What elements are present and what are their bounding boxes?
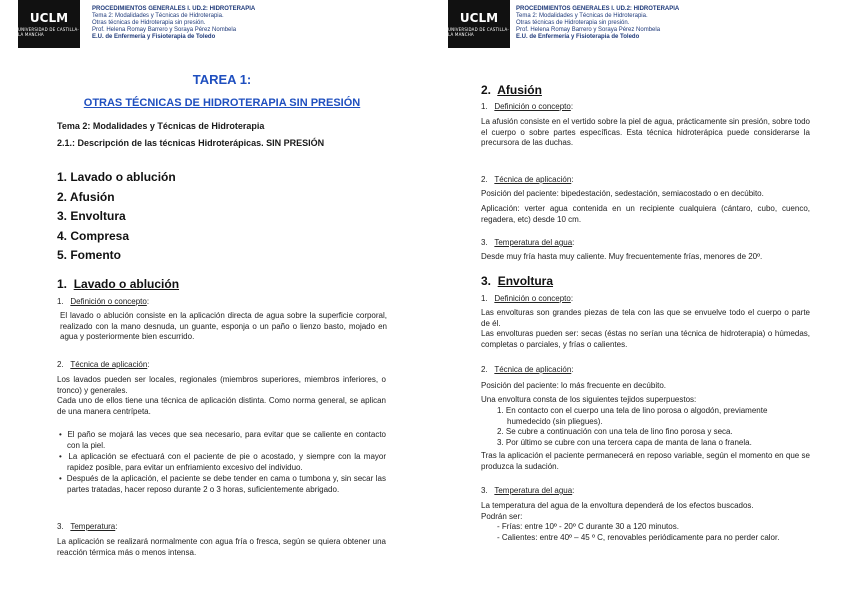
paragraph: Los lavados pueden ser locales, regionales (miembros superiores, miembros inferiores, o tronco) y generales. [57,375,386,395]
sub-colon: : [572,486,575,495]
header-line-2: Tema 2: Modalidades y Técnicas de Hidroterapia. [92,13,224,19]
description-heading: 2.1.: Descripción de las técnicas Hidroterápicas. SIN PRESIÓN [57,138,325,148]
sub-number: 2. [481,175,488,184]
subheading-tecnica [481,365,574,374]
paragraph: Las envolturas pueden ser: secas (éstas no serían una técnica de hidroterapia) o húmedas, completas o parciales, y frías o calientes. [481,329,810,349]
sub-label: Temperatura [70,522,116,531]
posicion-text: Posición del paciente: lo más frecuente en decúbito. [481,381,667,390]
sub-number: 3. [481,486,488,495]
tecnica-block [57,375,386,417]
definicion-text: La afusión consiste en el vertido sobre la piel de agua, prácticamente sin presión, sobre todo el cuerpo o sobre partes específicas. Esta técnica hidroterápica puede considerarse la precursora de las duchas. [481,117,810,147]
sub-number: 1. [481,294,488,303]
sub-label: Temperatura del agua [494,238,573,247]
bullet-list [57,430,386,496]
list-item: • Después de la aplicación, el paciente se debe tender en cama o tumbona y, sin secar las partes tratadas, hacer reposo durante 2 o 3 horas, suficientemente abrigado. [59,474,387,494]
capas-intro: Una envoltura consta de los siguientes tejidos superpuestos: [481,395,697,404]
aplicacion-text: Aplicación: verter agua contenida en un recipiente cualquiera (cántaro, cubo, cuenco, regadera, etc) desde 10 cm. [481,204,810,224]
list-item: 3. Por último se cubre con una tercera capa de manta de lana o franela. [497,437,752,447]
sub-label: Definición o concepto [494,294,571,303]
subheading-definicion [481,294,573,303]
sub-label: Técnica de aplicación [70,360,148,369]
toc-item: 4. Compresa [57,229,130,243]
uclm-logo: UCLM UNIVERSIDAD DE CASTILLA-LA MANCHA [448,0,510,48]
subheading-temperatura [481,238,574,247]
sub-colon: : [147,360,150,369]
sub-number: 2. [481,365,488,374]
temperatura-block [481,501,810,543]
tarea-title: TAREA 1: [192,72,252,87]
section-title: Envoltura [497,274,554,288]
sub-number: 1. [481,102,488,111]
uclm-logo: UCLM UNIVERSIDAD DE CASTILLA-LA MANCHA [18,0,80,48]
section-number: 2. [481,83,492,97]
section-heading-lavado [57,277,179,291]
capas-list [481,406,810,448]
sub-colon: : [570,102,574,111]
sub-colon: : [572,238,575,247]
sub-number: 3. [57,522,64,531]
list-item: • El paño se mojará las veces que sea necesario, para evitar que se caliente en contacto con la piel. [59,430,386,450]
paragraph: La temperatura del agua de la envoltura dependerá de los efectos buscados. [481,501,754,510]
temperatura-text: Desde muy fría hasta muy caliente. Muy frecuentemente frías, menores de 20º. [481,252,763,261]
sub-label: Técnica de aplicación [494,175,572,184]
section-heading-afusion [481,83,542,97]
tras-text: Tras la aplicación el paciente permanecerá en reposo variable, según el momento en que se produzca la sudación. [481,451,810,471]
sub-label: Temperatura del agua [494,486,573,495]
sub-label: Definición o concepto [494,102,571,111]
sub-number: 1. [57,297,64,306]
header-line-2: Tema 2: Modalidades y Técnicas de Hidroterapia. [516,13,648,19]
header-line-4: Prof. Helena Romay Barrero y Soraya Pérez Nombela [516,27,661,33]
paragraph: Cada uno de ellos tiene una técnica de aplicación distinta. Como norma general, se aplican de una manera centrípeta. [57,396,386,416]
right-page [424,0,848,599]
subheading-definicion [57,297,149,306]
list-item-text: La aplicación se efectuará con el paciente de pie o acostado, y siempre con la mayor rapidez posible, para evitar un enfriamiento excesivo del individuo. [67,452,387,472]
tema-heading: Tema 2: Modalidades y Técnicas de Hidroterapia [57,121,265,131]
header-line-1: PROCEDIMIENTOS GENERALES I. UD.2: HIDROTERAPIA [92,6,256,12]
logo-text: UCLM [459,11,499,25]
page-header [92,6,412,41]
subheading-tecnica [57,360,150,369]
sub-colon: : [570,294,574,303]
sub-colon: : [115,522,118,531]
section-number: 3. [481,274,492,288]
paragraph: Podrán ser: [481,511,523,521]
sub-number: 3. [481,238,488,247]
subheading-tecnica [481,175,574,184]
header-line-3: Otras técnicas de Hidroterapia sin presión. [92,20,206,26]
temperatura-text: La aplicación se realizará normalmente con agua fría o fresca, según se quiera obtener una reacción térmica más o menos intensa. [57,537,386,557]
definicion-text: El lavado o ablución consiste en la aplicación directa de agua sobre la superficie corporal, realizado con la mano desnuda, un guante, esponja o un paño o lienzo basto, mojado en agua y posteriormente bien escurrido. [60,311,387,341]
definicion-block [481,308,810,350]
subheading-temperatura [481,486,574,495]
toc-item: 5. Fomento [57,248,122,262]
toc-item: 1. Lavado o ablución [57,170,176,184]
sub-number: 2. [57,360,64,369]
list-item: - Frías: entre 10º - 20º C durante 30 a 120 minutos. [497,522,679,531]
tarea-subtitle: OTRAS TÉCNICAS DE HIDROTERAPIA SIN PRESIÓN [83,97,361,109]
section-heading-envoltura [481,274,553,288]
sub-colon: : [146,297,150,306]
subheading-definicion [481,102,573,111]
header-line-5: E.U. de Enfermería y Fisioterapia de Toledo [516,34,640,40]
section-title: Lavado o ablución [73,277,180,291]
toc-item: 2. Afusión [57,190,115,204]
section-number: 1. [57,277,68,291]
list-item: • La aplicación se efectuará con el paciente de pie o acostado, y siempre con la mayor rapidez posible, para evitar un enfriamiento excesivo del individuo. [59,452,387,472]
header-line-5: E.U. de Enfermería y Fisioterapia de Toledo [92,34,216,40]
header-line-1: PROCEDIMIENTOS GENERALES I. UD.2: HIDROTERAPIA [516,6,680,12]
section-title: Afusión [497,83,542,97]
sub-colon: : [571,175,574,184]
toc-item: 3. Envoltura [57,209,126,223]
header-line-4: Prof. Helena Romay Barrero y Soraya Pérez Nombela [92,27,237,33]
list-item-text: Después de la aplicación, el paciente se debe tender en cama o tumbona y, sin secar las partes tratadas, hacer reposo durante 2 o 3 horas, suficientemente abrigado. [66,474,387,494]
list-item: 1. En contacto con el cuerpo una tela de lino porosa o algodón, previamente humedecido (sin pliegues). [497,406,768,426]
logo-text: UCLM [29,11,69,25]
list-item-text: El paño se mojará las veces que sea necesario, para evitar que se caliente en contacto con la piel. [67,430,386,450]
sub-label: Definición o concepto [70,297,147,306]
header-line-3: Otras técnicas de Hidroterapia sin presión. [516,20,630,26]
posicion-text: Posición del paciente: bipedestación, sedestación, semiacostado o en decúbito. [481,189,764,198]
list-item: - Calientes: entre 40º – 45 º C, renovables periódicamente para no perder calor. [497,532,780,542]
sub-label: Técnica de aplicación [494,365,572,374]
list-item: 2. Se cubre a continuación con una tela de lino fino porosa y seca. [497,427,733,436]
page-header [516,6,836,41]
paragraph: Las envolturas son grandes piezas de tela con las que se envuelve todo el cuerpo o parte de él. [481,308,810,328]
sub-colon: : [571,365,574,374]
subheading-temperatura [57,522,118,531]
